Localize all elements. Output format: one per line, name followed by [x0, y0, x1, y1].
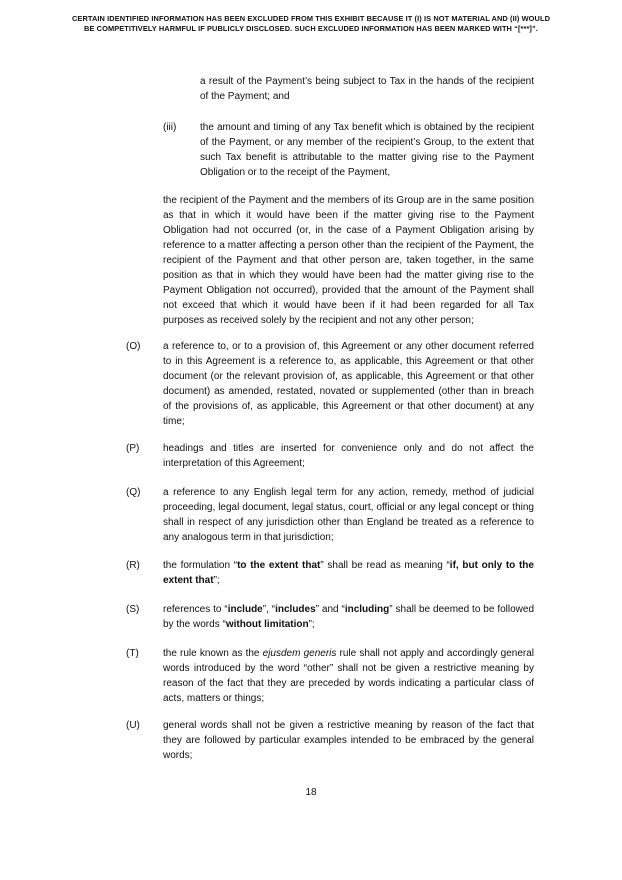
clause-S-term-3: including — [344, 604, 390, 615]
clause-label-T: (T) — [126, 648, 139, 659]
clause-label-Q: (Q) — [126, 487, 141, 498]
clause-S-term-4: without limitation — [225, 619, 309, 630]
clause-label-iii: (iii) — [163, 122, 177, 133]
clause-T-text-2: rule shall not apply and accordingly general words introduced by the word “other” shall not be given a restrictive meaning by reason of the fact that they are preceded by words indicating a particular class of acts, matters or things; — [163, 648, 535, 704]
clause-label-S: (S) — [126, 604, 140, 615]
clause-text-S — [163, 602, 534, 632]
clause-S-text-2: ”, “ — [262, 604, 276, 615]
clause-R-text-2: ” shall be read as meaning “ — [320, 560, 450, 571]
clause-S-term-1: include — [227, 604, 263, 615]
continuation-paragraph: a result of the Payment’s being subject to Tax in the hands of the recipient of the Payment; and — [200, 76, 534, 102]
page-number: 18 — [305, 787, 317, 798]
clause-text-R — [163, 558, 534, 588]
clause-R-term-2: if, but only to the extent that — [163, 560, 534, 586]
tail-paragraph: the recipient of the Payment and the members of its Group are in the same position as that in which it would have been if the matter giving rise to the Payment Obligation had not occurred (or, in the case of a Payment Obligation arising by reference to a matter affecting a person other than the recipient of the Payment, the recipient of the Payment and that other person are, taken together, in the same position as that in which they would have been had the matter giving rise to the Payment Obligation not occurred), provided that the amount of the Payment shall not exceed that which it would have been if it had been regarded for all Tax purposes as received solely by the recipient and not any other person; — [163, 195, 534, 326]
clause-label-O: (O) — [126, 341, 141, 352]
clause-text-P: headings and titles are inserted for convenience only and do not affect the interpretation of this Agreement; — [163, 443, 534, 469]
clause-T-latin-term: ejusdem generis — [262, 648, 337, 659]
header-line-1: CERTAIN IDENTIFIED INFORMATION HAS BEEN EXCLUDED FROM THIS EXHIBIT BECAUSE IT (I) IS NOT MATERIAL AND (II) WOULD — [71, 14, 551, 23]
clause-label-P: (P) — [126, 443, 140, 454]
clause-S-text-1: references to “ — [163, 604, 228, 615]
clause-S-term-2: includes — [275, 604, 316, 615]
clause-text-U: general words shall not be given a restrictive meaning by reason of the fact that they are followed by particular examples intended to be embraced by the general words; — [163, 720, 534, 761]
clause-label-U: (U) — [126, 720, 140, 731]
clause-S-text-5: ”; — [308, 619, 315, 630]
clause-T-text-1: the rule known as the — [163, 648, 263, 659]
clause-text-iii: the amount and timing of any Tax benefit which is obtained by the recipient of the Payment, or any member of the recipient’s Group, to the extent that such Tax benefit is attributable to the matter giving rise to the Payment Obligation or to the receipt of the Payment, — [200, 122, 534, 178]
clause-text-O: a reference to, or to a provision of, this Agreement or any other document referred to in this Agreement is a reference to, as applicable, this Agreement or that other document (or the relevant provision of, as applicable, this Agreement or that other document) as amended, restated, novated or supplemented (other than in breach of the provisions of, as applicable, this Agreement or that other document) at any time; — [163, 341, 534, 427]
clause-R-text-1: the formulation “ — [163, 560, 238, 571]
clause-S-text-3: ” and “ — [315, 604, 345, 615]
clause-R-term-1: to the extent that — [237, 560, 321, 571]
clause-text-T — [163, 646, 534, 706]
clause-R-text-3: ”; — [213, 575, 220, 586]
clause-text-Q: a reference to any English legal term for any action, remedy, method of judicial proceeding, legal document, legal status, court, official or any legal concept or thing shall in respect of any jurisdiction other than England be treated as a reference to any analogous term in that jurisdiction; — [163, 487, 534, 543]
clause-label-R: (R) — [126, 560, 140, 571]
clause-S-text-4: ” shall be deemed to be followed by the words “ — [163, 604, 535, 630]
header-line-2: BE COMPETITIVELY HARMFUL IF PUBLICLY DISCLOSED. SUCH EXCLUDED INFORMATION HAS BEEN MARKED WITH “[***]”. — [84, 24, 538, 33]
